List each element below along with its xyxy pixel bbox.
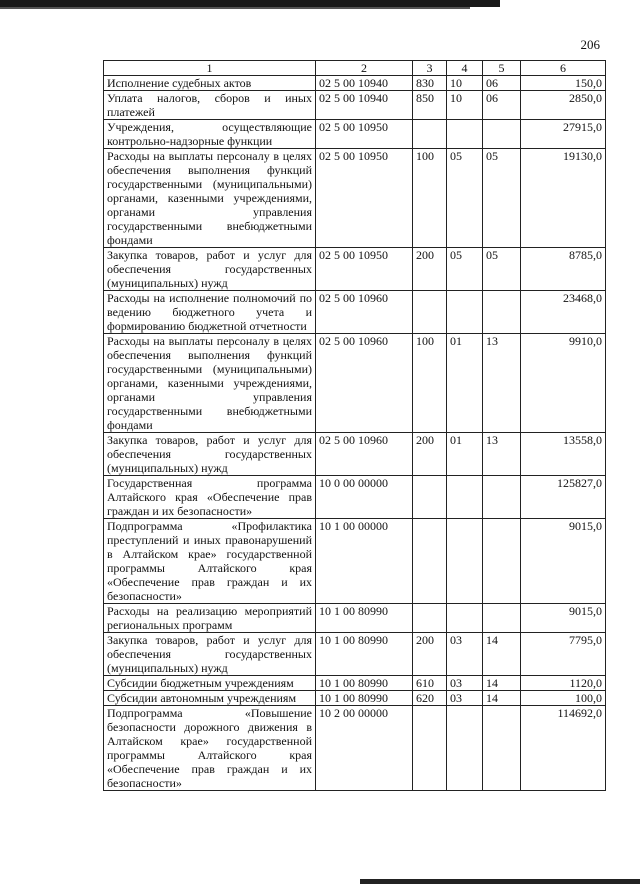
row-col4: 05 bbox=[447, 149, 483, 248]
table-row bbox=[104, 291, 606, 334]
row-code: 10 1 00 80990 bbox=[316, 633, 413, 676]
row-amount: 2850,0 bbox=[521, 91, 606, 120]
row-col3 bbox=[413, 604, 447, 633]
row-amount: 7795,0 bbox=[521, 633, 606, 676]
row-name: Субсидии бюджетным учреждениям bbox=[104, 676, 316, 691]
row-col3: 850 bbox=[413, 91, 447, 120]
row-col3: 200 bbox=[413, 633, 447, 676]
column-header: 5 bbox=[483, 61, 521, 76]
row-col4: 03 bbox=[447, 633, 483, 676]
row-col3: 620 bbox=[413, 691, 447, 706]
row-code: 02 5 00 10950 bbox=[316, 149, 413, 248]
row-col3 bbox=[413, 706, 447, 791]
row-col3: 830 bbox=[413, 76, 447, 91]
row-col4 bbox=[447, 604, 483, 633]
row-code: 10 0 00 00000 bbox=[316, 476, 413, 519]
row-col5 bbox=[483, 120, 521, 149]
scan-edge-top-line bbox=[0, 7, 470, 9]
row-col3: 200 bbox=[413, 248, 447, 291]
row-col5 bbox=[483, 519, 521, 604]
row-col5 bbox=[483, 706, 521, 791]
scan-edge-top bbox=[0, 0, 500, 7]
row-col4 bbox=[447, 519, 483, 604]
row-name: Государственная программа Алтайского края «Обеспечение прав граждан и их безопасности» bbox=[104, 476, 316, 519]
table-row bbox=[104, 604, 606, 633]
row-col5: 14 bbox=[483, 676, 521, 691]
row-code: 10 1 00 80990 bbox=[316, 676, 413, 691]
row-col5: 14 bbox=[483, 691, 521, 706]
row-col4 bbox=[447, 120, 483, 149]
row-col5: 06 bbox=[483, 91, 521, 120]
row-amount: 8785,0 bbox=[521, 248, 606, 291]
page-number: 206 bbox=[580, 37, 600, 52]
row-amount: 27915,0 bbox=[521, 120, 606, 149]
row-col3: 200 bbox=[413, 433, 447, 476]
table-row bbox=[104, 676, 606, 691]
row-amount: 100,0 bbox=[521, 691, 606, 706]
row-code: 02 5 00 10960 bbox=[316, 334, 413, 433]
table-row bbox=[104, 76, 606, 91]
budget-table bbox=[103, 60, 606, 791]
column-header: 3 bbox=[413, 61, 447, 76]
row-name: Закупка товаров, работ и услуг для обеспечения государственных (муниципальных) нужд bbox=[104, 633, 316, 676]
row-amount: 23468,0 bbox=[521, 291, 606, 334]
table-row bbox=[104, 120, 606, 149]
row-col4: 10 bbox=[447, 91, 483, 120]
row-col4: 05 bbox=[447, 248, 483, 291]
row-col5 bbox=[483, 291, 521, 334]
row-col4 bbox=[447, 706, 483, 791]
row-name: Расходы на реализацию мероприятий региональных программ bbox=[104, 604, 316, 633]
row-amount: 9015,0 bbox=[521, 519, 606, 604]
row-name: Закупка товаров, работ и услуг для обеспечения государственных (муниципальных) нужд bbox=[104, 433, 316, 476]
row-col4: 01 bbox=[447, 433, 483, 476]
row-code: 02 5 00 10950 bbox=[316, 248, 413, 291]
row-col4 bbox=[447, 291, 483, 334]
row-name: Расходы на выплаты персоналу в целях обеспечения выполнения функций государственными (муниципальными) органами, казенными учреждениями, органами управления государственными внебюджетными фондами bbox=[104, 149, 316, 248]
row-name: Подпрограмма «Повышение безопасности дорожного движения в Алтайском крае» государственной программы Алтайского края «Обеспечение прав граждан и их безопасности» bbox=[104, 706, 316, 791]
row-amount: 125827,0 bbox=[521, 476, 606, 519]
row-name: Уплата налогов, сборов и иных платежей bbox=[104, 91, 316, 120]
column-header: 1 bbox=[104, 61, 316, 76]
column-header: 2 bbox=[316, 61, 413, 76]
row-col4: 03 bbox=[447, 676, 483, 691]
row-col4: 10 bbox=[447, 76, 483, 91]
row-col3 bbox=[413, 476, 447, 519]
row-amount: 9910,0 bbox=[521, 334, 606, 433]
scan-edge-bottom bbox=[360, 879, 640, 884]
row-col5: 14 bbox=[483, 633, 521, 676]
row-amount: 1120,0 bbox=[521, 676, 606, 691]
row-col5 bbox=[483, 604, 521, 633]
row-code: 10 1 00 00000 bbox=[316, 519, 413, 604]
row-name: Субсидии автономным учреждениям bbox=[104, 691, 316, 706]
row-col5: 13 bbox=[483, 334, 521, 433]
row-amount: 9015,0 bbox=[521, 604, 606, 633]
table-row bbox=[104, 519, 606, 604]
row-col5: 13 bbox=[483, 433, 521, 476]
row-code: 10 2 00 00000 bbox=[316, 706, 413, 791]
table-row bbox=[104, 91, 606, 120]
row-code: 10 1 00 80990 bbox=[316, 691, 413, 706]
row-code: 02 5 00 10940 bbox=[316, 91, 413, 120]
row-name: Закупка товаров, работ и услуг для обеспечения государственных (муниципальных) нужд bbox=[104, 248, 316, 291]
row-col5: 05 bbox=[483, 149, 521, 248]
row-code: 02 5 00 10960 bbox=[316, 291, 413, 334]
row-amount: 13558,0 bbox=[521, 433, 606, 476]
table-row bbox=[104, 691, 606, 706]
row-code: 02 5 00 10940 bbox=[316, 76, 413, 91]
table-row bbox=[104, 706, 606, 791]
row-amount: 114692,0 bbox=[521, 706, 606, 791]
row-amount: 19130,0 bbox=[521, 149, 606, 248]
column-header: 6 bbox=[521, 61, 606, 76]
row-col3 bbox=[413, 120, 447, 149]
row-col5: 06 bbox=[483, 76, 521, 91]
row-name: Подпрограмма «Профилактика преступлений и иных правонарушений в Алтайском крае» государственной программы Алтайского края «Обеспечение прав граждан и их безопасности» bbox=[104, 519, 316, 604]
row-col3: 100 bbox=[413, 149, 447, 248]
row-code: 02 5 00 10950 bbox=[316, 120, 413, 149]
row-col3 bbox=[413, 291, 447, 334]
row-name: Расходы на выплаты персоналу в целях обеспечения выполнения функций государственными (муниципальными) органами, казенными учреждениями, органами управления государственными внебюджетными фондами bbox=[104, 334, 316, 433]
row-col3 bbox=[413, 519, 447, 604]
row-col4: 03 bbox=[447, 691, 483, 706]
table-row bbox=[104, 149, 606, 248]
row-col5: 05 bbox=[483, 248, 521, 291]
table-row bbox=[104, 248, 606, 291]
table-row bbox=[104, 476, 606, 519]
table-row bbox=[104, 433, 606, 476]
row-name: Исполнение судебных актов bbox=[104, 76, 316, 91]
column-header: 4 bbox=[447, 61, 483, 76]
row-col5 bbox=[483, 476, 521, 519]
row-name: Учреждения, осуществляющие контрольно-надзорные функции bbox=[104, 120, 316, 149]
row-col3: 610 bbox=[413, 676, 447, 691]
row-col4 bbox=[447, 476, 483, 519]
row-col4: 01 bbox=[447, 334, 483, 433]
row-code: 10 1 00 80990 bbox=[316, 604, 413, 633]
row-amount: 150,0 bbox=[521, 76, 606, 91]
row-name: Расходы на исполнение полномочий по ведению бюджетного учета и формированию бюджетной отчетности bbox=[104, 291, 316, 334]
table-row bbox=[104, 633, 606, 676]
row-code: 02 5 00 10960 bbox=[316, 433, 413, 476]
table-header-row bbox=[104, 61, 606, 76]
row-col3: 100 bbox=[413, 334, 447, 433]
table-row bbox=[104, 334, 606, 433]
